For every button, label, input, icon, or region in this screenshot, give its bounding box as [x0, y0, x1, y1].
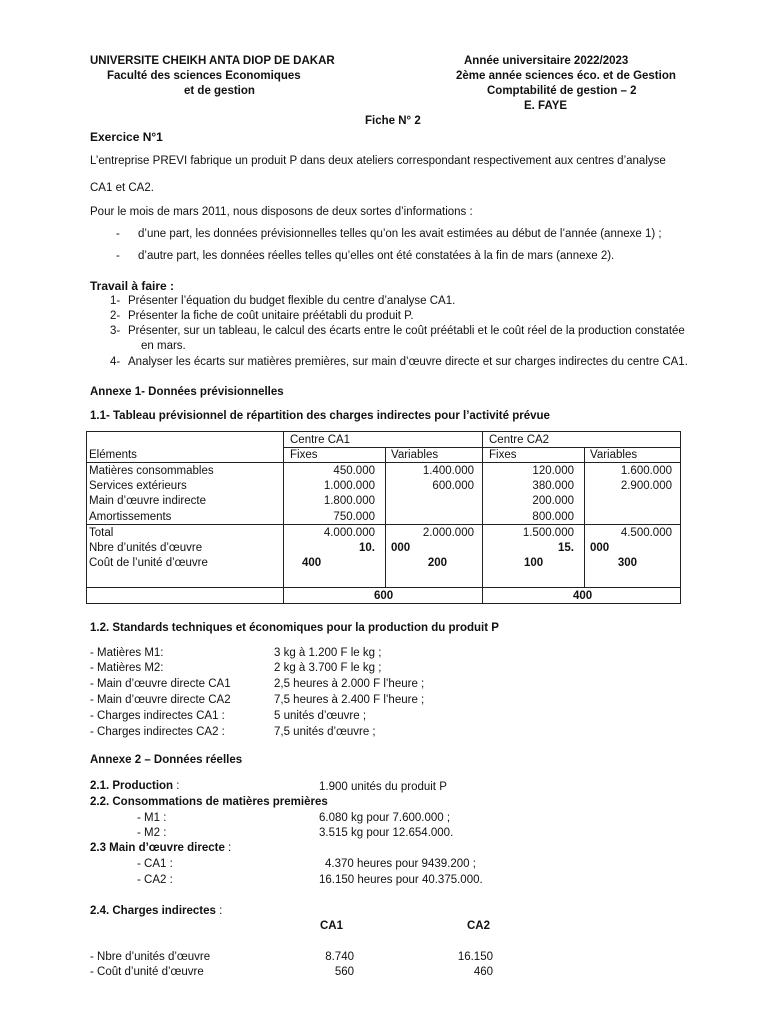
faculty-name: Faculté des sciences Economiques	[107, 70, 301, 82]
row-variable-ca1: 1.400.000	[422, 465, 474, 477]
task-text: Présenter la fiche de coût unitaire préétabli du produit P.	[128, 310, 414, 322]
labor-colon: :	[224, 842, 232, 854]
units-ca2-part1: 15.	[558, 542, 574, 554]
total-variable-ca2: 4.500.000	[620, 527, 672, 539]
row-fixed-ca2: 200.000	[532, 495, 574, 507]
unit-cost-sum-ca2: 400	[573, 590, 593, 602]
indirect-col-ca1: CA1	[320, 920, 344, 932]
standard-value: 3 kg à 1.200 F le kg ;	[274, 647, 382, 659]
course-name: Comptabilité de gestion – 2	[487, 85, 637, 97]
center-ca2-header: Centre CA2	[489, 434, 550, 446]
intro-text-cont: CA1 et CA2.	[90, 182, 154, 194]
actual-cost-label: - Coût d’unité d’œuvre	[90, 966, 204, 978]
indirect-costs-table	[86, 431, 681, 604]
actual-units-ca2: 16.150	[457, 951, 493, 963]
exercise-title: Exercice N°1	[90, 130, 163, 144]
annex1-subtitle: 1.1- Tableau prévisionnel de répartition des charges indirectes pour l’activité prévue	[90, 410, 550, 422]
task-number: 2-	[110, 310, 121, 322]
labor-ca1-label: - CA1 :	[137, 858, 173, 870]
task-number: 1-	[110, 295, 121, 307]
standard-value: 7,5 heures à 2.400 F l’heure ;	[274, 694, 425, 706]
total-fixed-ca2: 1.500.000	[522, 527, 574, 539]
info-bullet: d’une part, les données prévisionnelles telles qu’on les avait estimées au début de l’année (annexe 1) ;	[138, 228, 662, 240]
indirect-heading	[90, 905, 222, 917]
m1-value: 6.080 kg pour 7.600.000 ;	[319, 812, 451, 824]
row-variable-ca2: 2.900.000	[620, 480, 672, 492]
indirect-colon: :	[215, 905, 223, 917]
standards-title: 1.2. Standards techniques et économiques pour la production du produit P	[90, 622, 499, 634]
faculty-name-cont: et de gestion	[184, 85, 255, 97]
annex2-title: Annexe 2 – Données réelles	[90, 754, 243, 766]
annex1-title: Annexe 1- Données prévisionnelles	[90, 386, 284, 398]
units-label: Nbre d’unités d’œuvre	[89, 542, 203, 554]
actual-cost-ca1: 560	[334, 966, 354, 978]
task-number: 3-	[110, 325, 121, 337]
labor-heading	[90, 842, 231, 854]
row-label: Services extérieurs	[89, 480, 187, 492]
units-ca1-part1: 10.	[359, 542, 375, 554]
fixed-header-ca2: Fixes	[489, 449, 517, 461]
row-label: Matières consommables	[89, 465, 214, 477]
standard-label: - Matières M1:	[90, 647, 164, 659]
indirect-title: 2.4. Charges indirectes	[90, 905, 216, 917]
task-number: 4-	[110, 356, 121, 368]
info-bullet: d’autre part, les données réelles telles qu’elles ont été constatées à la fin de mars (annexe 2).	[138, 250, 615, 262]
standard-value: 5 unités d’œuvre ;	[274, 710, 367, 722]
production-value: 1.900 unités du produit P	[319, 781, 447, 793]
standard-label: - Charges indirectes CA2 :	[90, 726, 225, 738]
standard-value: 2,5 heures à 2.000 F l’heure ;	[274, 678, 425, 690]
university-name: UNIVERSITE CHEIKH ANTA DIOP DE DAKAR	[90, 55, 335, 67]
labor-title: 2.3 Main d’œuvre directe	[90, 842, 225, 854]
actual-cost-ca2: 460	[473, 966, 493, 978]
total-variable-ca1: 2.000.000	[422, 527, 474, 539]
total-fixed-ca1: 4.000.000	[323, 527, 375, 539]
production-colon: :	[173, 780, 180, 792]
actual-units-label: - Nbre d’unités d’œuvre	[90, 951, 211, 963]
standard-label: - Charges indirectes CA1 :	[90, 710, 225, 722]
unit-cost-variable-ca1: 200	[427, 557, 447, 569]
m2-value: 3.515 kg pour 12.654.000.	[319, 827, 454, 839]
bullet-marker: -	[116, 228, 120, 240]
standard-label: - Matières M2:	[90, 662, 164, 674]
academic-year: Année universitaire 2022/2023	[464, 55, 629, 67]
bullet-marker: -	[116, 250, 120, 262]
variable-header-ca1: Variables	[391, 449, 439, 461]
sheet-number: Fiche N° 2	[365, 115, 421, 127]
m2-label: - M2 :	[137, 827, 167, 839]
production-heading	[90, 780, 179, 792]
standard-value: 2 kg à 3.700 F le kg ;	[274, 662, 382, 674]
row-fixed-ca2: 120.000	[532, 465, 574, 477]
row-fixed-ca1: 750.000	[333, 511, 375, 523]
fixed-header-ca1: Fixes	[290, 449, 318, 461]
intro-text: L’entreprise PREVI fabrique un produit P dans deux ateliers correspondant respectivement aux centres d’analyse	[90, 155, 666, 167]
teacher-name: E. FAYE	[524, 100, 568, 112]
unit-cost-label: Coût de l’unité d’œuvre	[89, 557, 208, 569]
row-fixed-ca2: 380.000	[532, 480, 574, 492]
info-text: Pour le mois de mars 2011, nous disposons de deux sortes d’informations :	[90, 206, 473, 218]
unit-cost-fixed-ca2: 100	[524, 557, 544, 569]
labor-ca2-value: 16.150 heures pour 40.375.000.	[319, 874, 483, 886]
study-level: 2ème année sciences éco. et de Gestion	[456, 70, 676, 82]
row-fixed-ca1: 1.800.000	[323, 495, 375, 507]
variable-header-ca2: Variables	[590, 449, 638, 461]
row-fixed-ca2: 800.000	[532, 511, 574, 523]
labor-ca1-value: 4.370 heures pour 9439.200 ;	[325, 858, 476, 870]
production-label: 2.1. Production	[90, 780, 174, 792]
row-fixed-ca1: 450.000	[333, 465, 375, 477]
elements-header: Eléments	[89, 449, 137, 461]
row-label: Main d’œuvre indirecte	[89, 495, 206, 507]
task-text: Analyser les écarts sur matières premières, sur main d’œuvre directe et sur charges indirectes du centre CA1.	[128, 356, 688, 368]
unit-cost-sum-ca1: 600	[374, 590, 394, 602]
standard-value: 7,5 unités d’œuvre ;	[274, 726, 376, 738]
indirect-col-ca2: CA2	[467, 920, 491, 932]
task-text-cont: en mars.	[141, 340, 186, 352]
units-ca1-part2: 000	[391, 542, 411, 554]
unit-cost-fixed-ca1: 400	[302, 557, 322, 569]
row-variable-ca2: 1.600.000	[620, 465, 672, 477]
standard-label: - Main d’œuvre directe CA2	[90, 694, 231, 706]
standard-label: - Main d’œuvre directe CA1	[90, 678, 231, 690]
total-label: Total	[89, 527, 114, 539]
unit-cost-variable-ca2: 300	[617, 557, 637, 569]
row-fixed-ca1: 1.000.000	[323, 480, 375, 492]
labor-ca2-label: - CA2 :	[137, 874, 173, 886]
tasks-title: Travail à faire :	[90, 279, 175, 293]
actual-units-ca1: 8.740	[325, 951, 354, 963]
units-ca2-part2: 000	[590, 542, 610, 554]
center-ca1-header: Centre CA1	[290, 434, 351, 446]
task-text: Présenter, sur un tableau, le calcul des écarts entre le coût préétabli et le coût réel de la production constatée	[128, 325, 685, 337]
row-variable-ca1: 600.000	[432, 480, 474, 492]
row-label: Amortissements	[89, 511, 172, 523]
m1-label: - M1 :	[137, 812, 167, 824]
materials-title: 2.2. Consommations de matières premières	[90, 796, 328, 808]
task-text: Présenter l’équation du budget flexible du centre d’analyse CA1.	[128, 295, 456, 307]
